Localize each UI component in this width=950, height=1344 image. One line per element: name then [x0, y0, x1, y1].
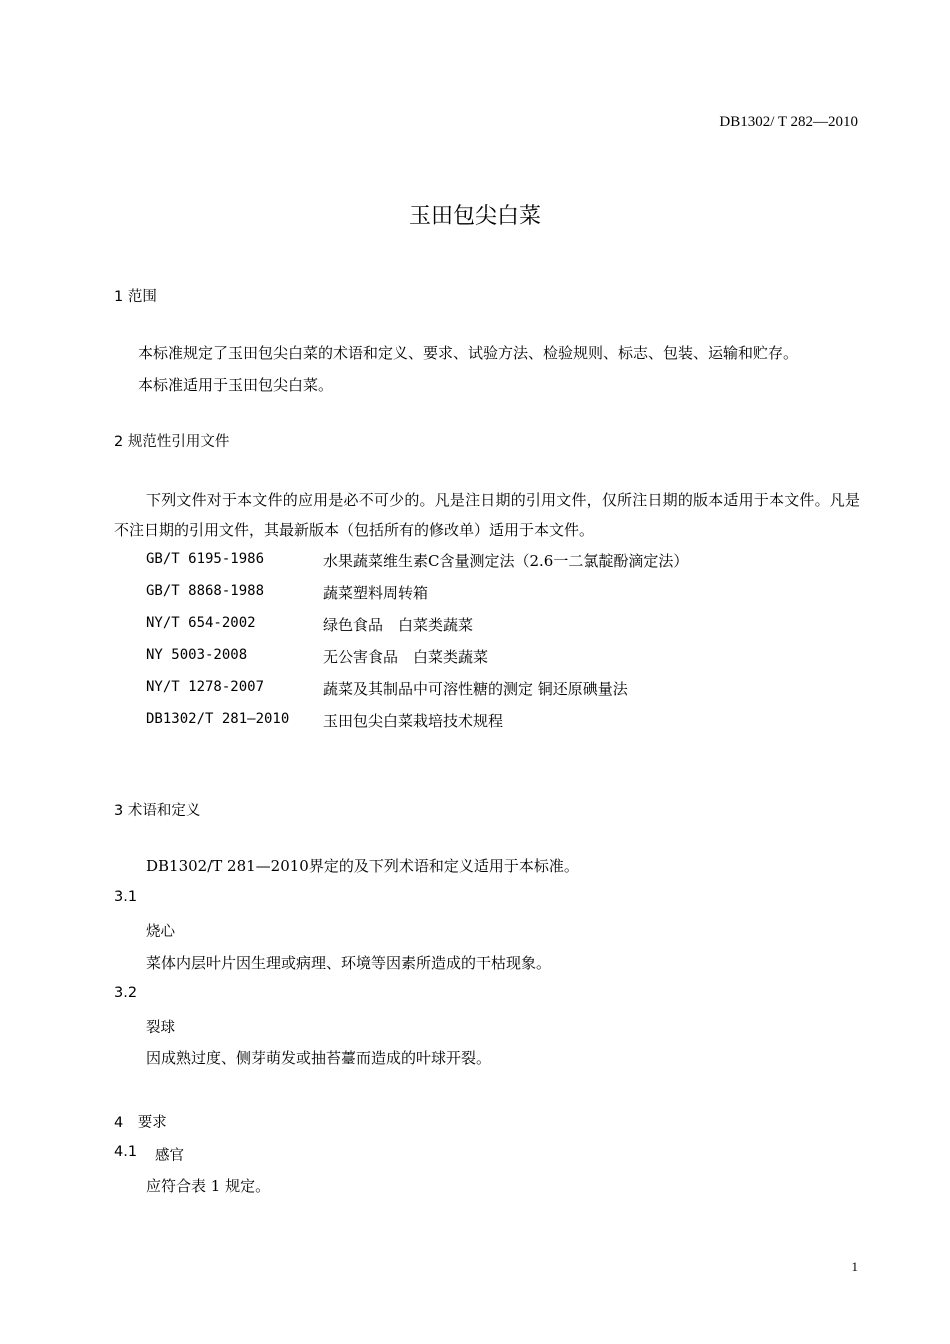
section-2-heading: 2 规范性引用文件: [114, 434, 230, 450]
document-title: 玉田包尖白菜: [408, 204, 541, 229]
section-2-intro: 下列文件对于本文件的应用是必不可少的。凡是注日期的引用文件，仅所注日期的版本适用于本文件。凡是不注日期的引用文件，其最新版本（包括所有的修改单）适用于本文件。: [114, 491, 860, 539]
subsection-text: 应符合表 1 规定。: [146, 1177, 271, 1195]
standard-code: DB1302/ T 282—2010: [719, 114, 858, 130]
reference-code: GB/T 8868-1988: [146, 583, 265, 599]
term-name: 烧心: [146, 924, 175, 940]
reference-code: GB/T 6195-1986: [146, 551, 265, 567]
reference-name: 水果蔬菜维生素C含量测定法（2.6一二氯靛酚滴定法）: [323, 552, 689, 570]
page-number: 1: [851, 1259, 858, 1274]
subsection-number: 4.1: [114, 1144, 138, 1160]
section-3-heading: 3 术语和定义: [114, 803, 201, 819]
section-4-heading: 4 要求: [114, 1115, 167, 1131]
reference-code: NY/T 1278-2007: [146, 679, 265, 695]
reference-name: 蔬菜塑料周转箱: [323, 584, 429, 602]
term-number: 3.2: [114, 985, 138, 1001]
section-1-paragraph: 本标准适用于玉田包尖白菜。: [138, 376, 334, 394]
section-3-intro: DB1302/T 281—2010界定的及下列术语和定义适用于本标准。: [146, 857, 579, 875]
reference-name: 绿色食品 白菜类蔬菜: [323, 616, 474, 634]
term-definition: 菜体内层叶片因生理或病理、环境等因素所造成的干枯现象。: [146, 954, 552, 972]
reference-code: NY/T 654-2002: [146, 615, 256, 631]
subsection-title: 感官: [155, 1148, 184, 1164]
reference-name: 无公害食品 白菜类蔬菜: [323, 648, 489, 666]
term-name: 裂球: [146, 1020, 175, 1036]
reference-name: 蔬菜及其制品中可溶性糖的测定 铜还原碘量法: [323, 680, 628, 698]
term-definition: 因成熟过度、侧芽萌发或抽苔薹而造成的叶球开裂。: [146, 1049, 492, 1067]
section-1-heading: 1 范围: [114, 289, 157, 305]
section-1-paragraph: 本标准规定了玉田包尖白菜的术语和定义、要求、试验方法、检验规则、标志、包装、运输和贮存。: [138, 344, 799, 362]
reference-code: DB1302/T 281—2010: [146, 711, 290, 727]
reference-name: 玉田包尖白菜栽培技术规程: [323, 712, 504, 730]
term-number: 3.1: [114, 889, 138, 905]
reference-code: NY 5003-2008: [146, 647, 248, 663]
